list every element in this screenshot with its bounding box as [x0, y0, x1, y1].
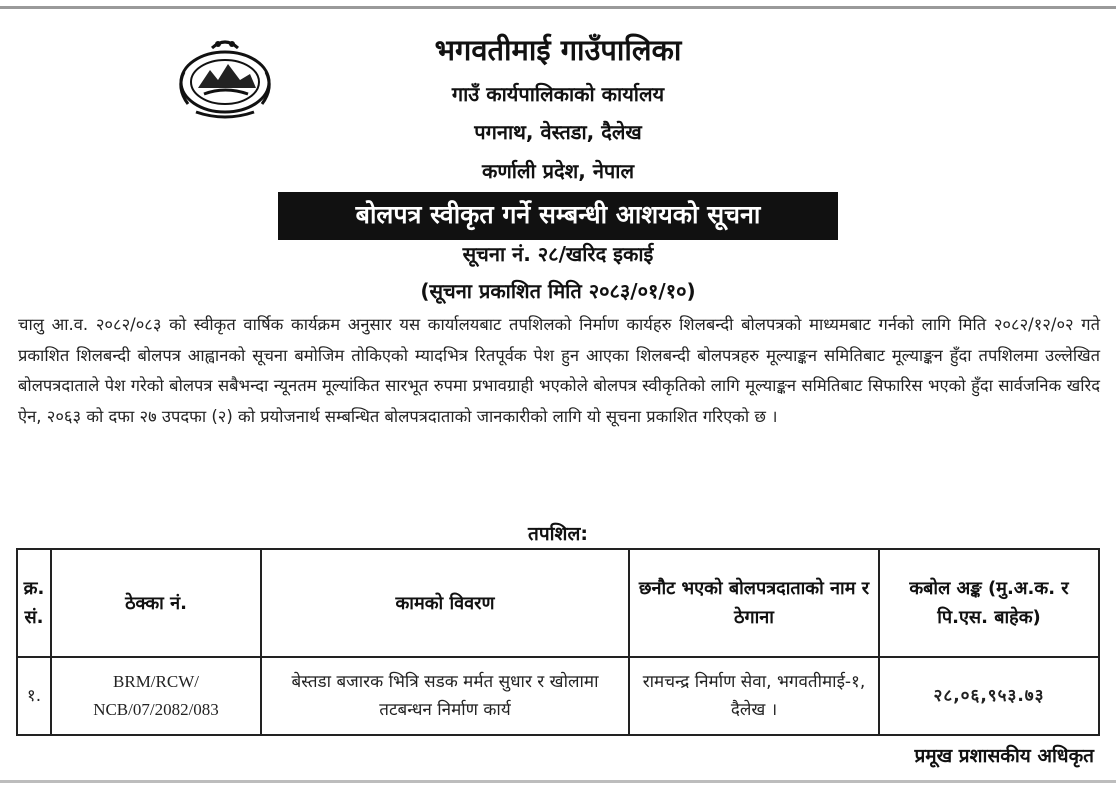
org-name: भगवतीमाई गाउँपालिका [434, 33, 682, 67]
province-country: कर्णाली प्रदेश, नेपाल [481, 159, 635, 183]
bottom-border [0, 780, 1116, 783]
published-date: (सूचना प्रकाशित मिति २०८३/०१/१०) [420, 279, 696, 303]
notice-body: चालु आ.व. २०८२/०८३ को स्वीकृत वार्षिक कार्यक्रम अनुसार यस कार्यालयबाट तपशिलको निर्माण कार्यहरु शिलबन्दी बोलपत्रको माध्यमबाट गर्नको लागि मिति २०८२/१२/०२ गते प्रकाशित शिलबन्दी बोलपत्र आह्वानको सूचना बमोजिम तोकिएको म्यादभित्र रितपूर्वक पेश हुन आएका शिलबन्दी बोलपत्रहरु मूल्याङ्कन समितिबाट मूल्याङ्कन हुँदा तपशिलमा उल्लेखित बोलपत्रदाताले पेश गरेको बोलपत्र सबैभन्दा न्यूनतम मूल्यांकित सारभूत रुपमा प्रभावग्राही भएकोले बोलपत्र स्वीकृतिको लागि मूल्याङ्कन समितिबाट सिफारिस भएको हुँदा सार्वजनिक खरिद ऐन, २०६३ को दफा २७ उपदफा (२) को प्रयोजनार्थ सम्बन्धित बोलपत्रदाताको जानकारीको लागि यो सूचना प्रकाशित गरिएको छ । [18, 315, 1100, 426]
cell-bidder: रामचन्द्र निर्माण सेवा, भगवतीमाई-१, दैलेख । [629, 657, 879, 735]
office-address: पगनाथ, वेस्तडा, दैलेख [474, 120, 642, 144]
top-border [0, 6, 1116, 9]
header-amount: कबोल अङ्क (मु.अ.क. र पि.एस. बाहेक) [879, 549, 1099, 657]
cell-description: बेस्तडा बजारक भित्रि सडक मर्मत सुधार र खोलामा तटबन्धन निर्माण कार्य [261, 657, 629, 735]
notice-title: बोलपत्र स्वीकृत गर्ने सम्बन्धी आशयको सूचना [278, 192, 838, 240]
schedule-table [16, 548, 1100, 736]
header-sn: क्र. सं. [17, 549, 51, 657]
cell-amount: २८,०६,९५३.७३ [879, 657, 1099, 735]
signatory-title: प्रमूख प्रशासकीय अधिकृत [914, 745, 1094, 767]
header-contract-no: ठेक्का नं. [51, 549, 261, 657]
cell-contract-no: BRM/RCW/ NCB/07/2082/083 [51, 657, 261, 735]
table-header-row [17, 549, 1099, 657]
header-description: कामको विवरण [261, 549, 629, 657]
office-name: गाउँ कार्यपालिकाको कार्यालय [451, 82, 665, 106]
notice-number: सूचना नं. २८/खरिद इकाई [462, 242, 654, 266]
schedule-title: तपशिल: [528, 523, 588, 545]
table-row [17, 657, 1099, 735]
cell-sn: १. [17, 657, 51, 735]
header-bidder: छनौट भएको बोलपत्रदाताको नाम र ठेगाना [629, 549, 879, 657]
